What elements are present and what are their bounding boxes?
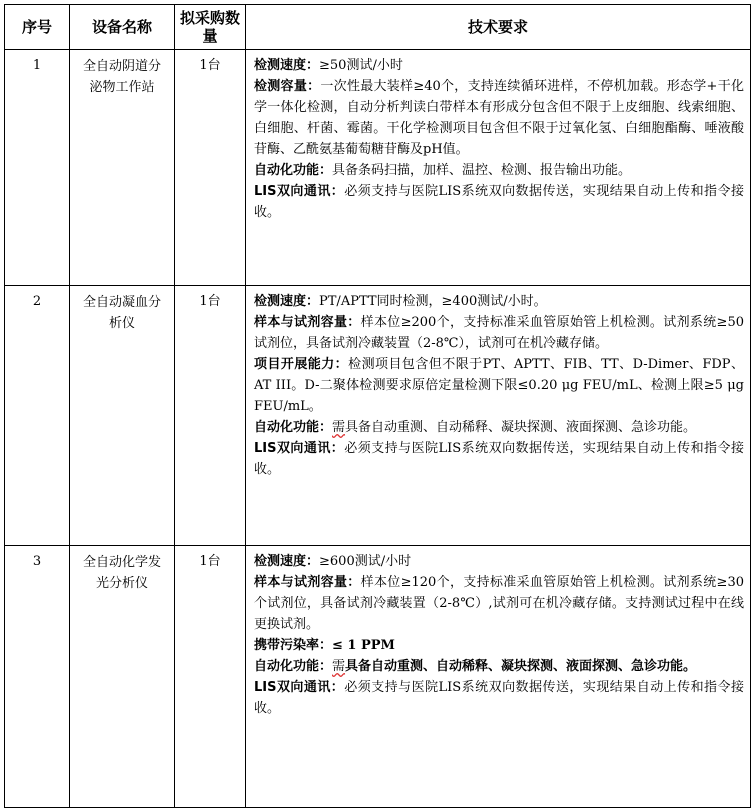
req-label: 自动化功能： bbox=[254, 420, 333, 435]
req-text: 样本位≥120个，支持标准采血管原始管上机检测。试剂系统≥30个试剂位，具备试剂冷藏装置（2-8℃）,试剂可在机冷藏存储。支持测试过程中在线更换试剂。 bbox=[254, 575, 744, 632]
req-text: ≥600测试/小时 bbox=[319, 554, 412, 569]
req-item bbox=[254, 312, 744, 354]
req-label: 项目开展能力： bbox=[254, 357, 349, 372]
req-text: 样本位≥200个，支持标准采血管原始管上机检测。试剂系统≥50试剂位，具备试剂冷藏装置（2-8℃），试剂可在机冷藏存储。 bbox=[254, 315, 744, 351]
req-label: 样本与试剂容量： bbox=[254, 575, 361, 590]
req-label: 自动化功能： bbox=[254, 659, 333, 674]
req-item bbox=[254, 635, 744, 656]
procurement-table bbox=[4, 4, 751, 808]
header-quantity: 拟采购数量 bbox=[175, 5, 246, 50]
req-text: ≤ 1 PPM bbox=[332, 638, 395, 653]
req-item bbox=[254, 417, 744, 438]
device-name: 全自动化学发光分析仪 bbox=[70, 546, 175, 808]
header-index: 序号 bbox=[5, 5, 70, 50]
req-text: ≥50测试/小时 bbox=[319, 58, 403, 73]
req-label: 携带污染率： bbox=[254, 638, 333, 653]
req-label: 样本与试剂容量： bbox=[254, 315, 361, 330]
req-text: 必须支持与医院LIS系统双向数据传送，实现结果自动上传和指令接收。 bbox=[254, 441, 744, 477]
req-item bbox=[254, 656, 744, 677]
req-label: 检测速度： bbox=[254, 294, 320, 309]
req-item bbox=[254, 572, 744, 635]
req-text: 具备自动重测、自动稀释、凝块探测、液面探测、急诊功能。 bbox=[345, 659, 697, 674]
req-label: 自动化功能： bbox=[254, 163, 333, 178]
req-text: PT/APTT同时检测，≥400测试/小时。 bbox=[319, 294, 547, 309]
req-text: 一次性最大装样≥40个，支持连续循环进样，不停机加载。形态学+干化学一体化检测，自动分析判读白带样本有形成分包含但不限于上皮细胞、线索细胞、白细胞、杆菌、霉菌。干化学检测项目包含但不限于过氧化氢、白细胞酯酶、唾液酸苷酶、乙酰氨基葡萄糖苷酶及pH值。 bbox=[254, 79, 744, 157]
req-label: LIS双向通讯： bbox=[254, 441, 345, 456]
req-text: 具备条码扫描，加样、温控、检测、报告输出功能。 bbox=[332, 163, 632, 178]
req-label: 检测容量： bbox=[254, 79, 321, 94]
quantity: 1台 bbox=[175, 50, 246, 286]
header-row bbox=[5, 5, 751, 50]
requirements-cell bbox=[246, 546, 751, 808]
req-item bbox=[254, 291, 744, 312]
table-row bbox=[5, 286, 751, 546]
req-label: LIS双向通讯： bbox=[254, 184, 345, 199]
req-text: 具备自动重测、自动稀释、凝块探测、液面探测、急诊功能。 bbox=[345, 420, 697, 435]
req-item bbox=[254, 76, 744, 160]
req-item bbox=[254, 551, 744, 572]
req-prefix: 需 bbox=[332, 420, 346, 435]
table-row bbox=[5, 50, 751, 286]
req-label: 检测速度： bbox=[254, 554, 320, 569]
req-text: 必须支持与医院LIS系统双向数据传送，实现结果自动上传和指令接收。 bbox=[254, 680, 744, 716]
req-item bbox=[254, 354, 744, 417]
req-item bbox=[254, 160, 744, 181]
row-index: 3 bbox=[5, 546, 70, 808]
header-requirements: 技术要求 bbox=[246, 5, 751, 50]
header-device-name: 设备名称 bbox=[70, 5, 175, 50]
req-item bbox=[254, 677, 744, 719]
req-item bbox=[254, 181, 744, 223]
table-row bbox=[5, 546, 751, 808]
requirements-cell bbox=[246, 286, 751, 546]
device-name: 全自动凝血分析仪 bbox=[70, 286, 175, 546]
row-index: 1 bbox=[5, 50, 70, 286]
device-name: 全自动阴道分泌物工作站 bbox=[70, 50, 175, 286]
requirements-cell bbox=[246, 50, 751, 286]
req-item bbox=[254, 55, 744, 76]
quantity: 1台 bbox=[175, 546, 246, 808]
req-item bbox=[254, 438, 744, 480]
req-label: LIS双向通讯： bbox=[254, 680, 345, 695]
req-label: 检测速度： bbox=[254, 58, 320, 73]
row-index: 2 bbox=[5, 286, 70, 546]
quantity: 1台 bbox=[175, 286, 246, 546]
req-text: 必须支持与医院LIS系统双向数据传送，实现结果自动上传和指令接收。 bbox=[254, 184, 744, 220]
req-prefix: 需 bbox=[332, 659, 346, 674]
req-text: 检测项目包含但不限于PT、APTT、FIB、TT、D-Dimer、FDP、AT III。D-二聚体检测要求原倍定量检测下限≤0.20 μg FEU/mL、检测上限≥5 μg FEU/mL。 bbox=[254, 357, 744, 414]
